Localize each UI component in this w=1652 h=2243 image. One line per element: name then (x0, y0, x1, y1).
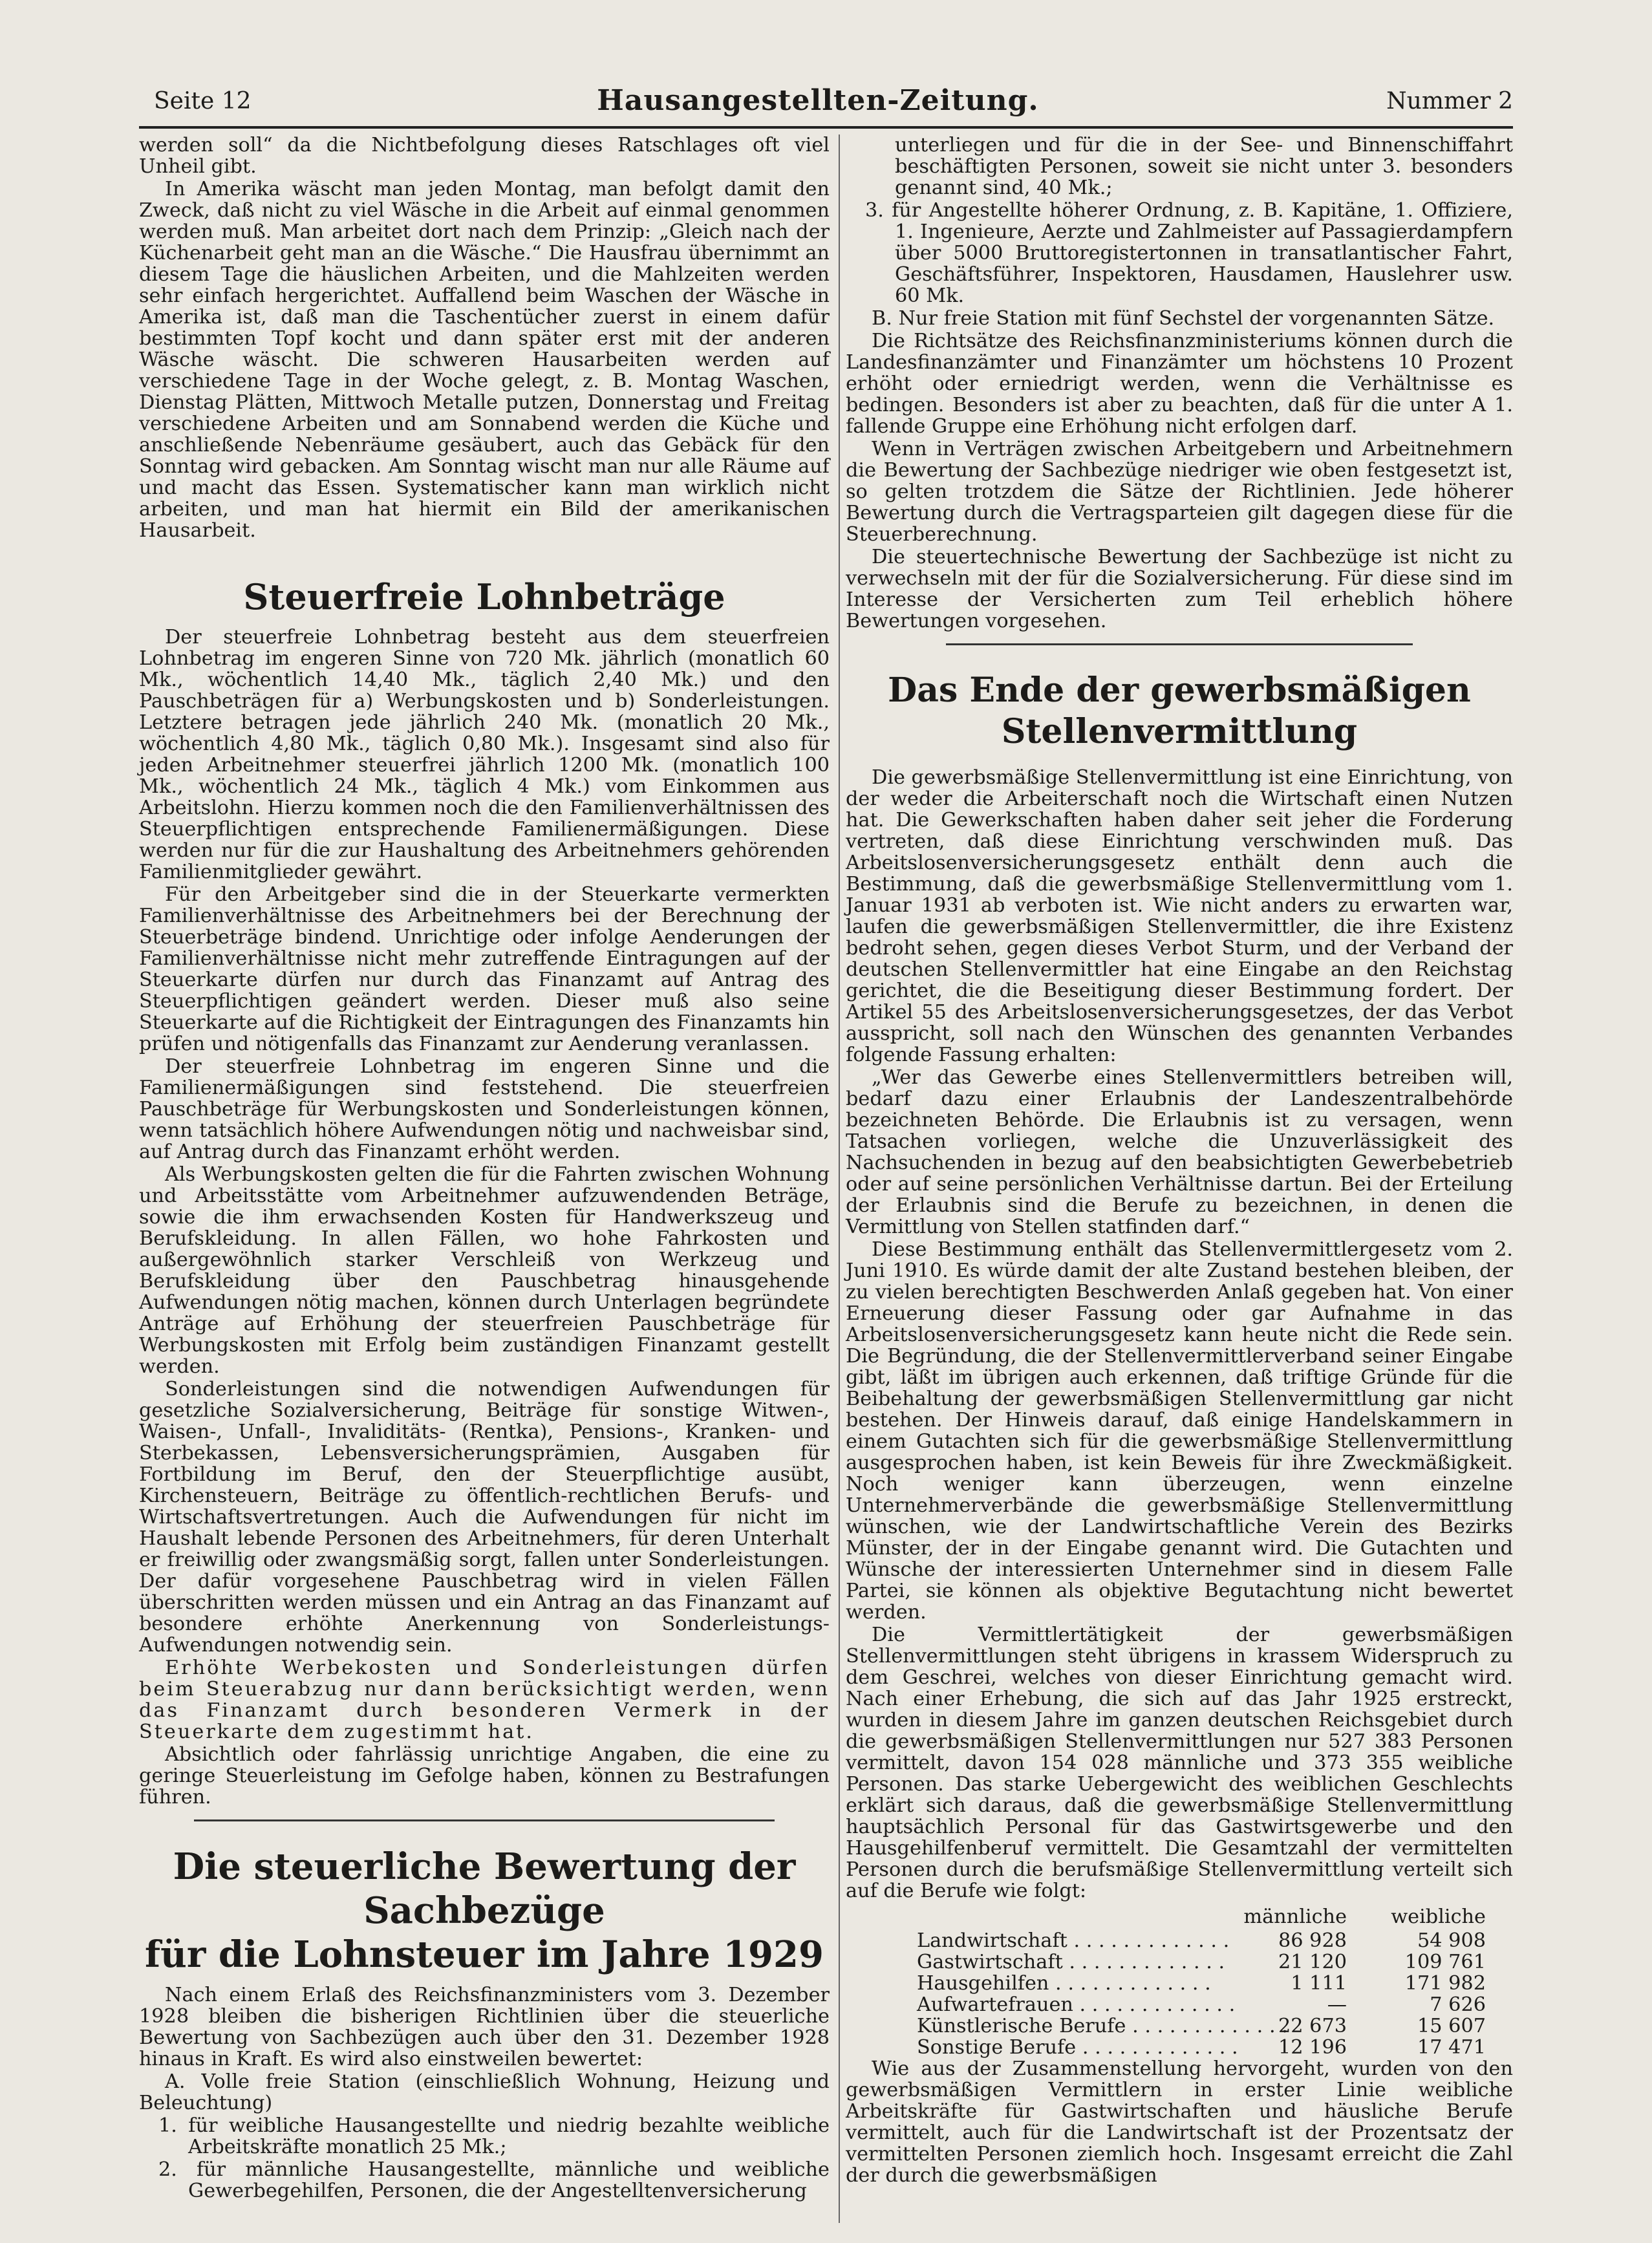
headline-line: Das Ende der gewerbsmäßigen (888, 671, 1471, 710)
column-header-female: weibliche (1391, 1905, 1486, 1928)
article-paragraph: Der steuerfreie Lohnbetrag im engeren Sinne und die Familienermäßigungen sind feststehend. Die steuerfreien Pauschbeträge für Werbungskosten und Sonderleistungen können, wenn tatsächlich höhere Aufwendungen nötig und nachweisbar sind, auf Antrag durch das Finanzamt erhöht werden. (139, 1055, 830, 1163)
value-female: 15 607 (1417, 2015, 1486, 2037)
row-label: Künstlerische Berufe . . . . . . . . . . . . . (917, 2015, 1288, 2037)
value-female: 171 982 (1404, 1972, 1486, 1995)
table-row (917, 1930, 1486, 1951)
value-male: 86 928 (1278, 1929, 1347, 1952)
row-label: Aufwartefrauen . . . . . . . . . . . . . (917, 1993, 1236, 2016)
left-column (139, 134, 830, 2203)
continuation-paragraph: unterliegen und für die in der See- und Binnenschiffahrt beschäftigten Personen, soweit sie nicht unter 3. besonders genannt sind, 40 Mk.; (895, 134, 1513, 199)
article-paragraph: Für den Arbeitgeber sind die in der Steuerkarte vermerkten Familienverhältnisse des Arbeitnehmers bei der Berechnung der Steuerbeträge bindend. Unrichtige oder infolge Aenderungen der Familienverhältnisse nicht mehr zutreffende Eintragungen auf der Steuerkarte dürfen nur durch das Finanzamt auf Antrag des Steuerpflichtigen geändert werden. Dieser muß also seine Steuerkarte auf die Richtigkeit der Eintragungen des Finanzamts hin prüfen und nötigenfalls das Finanzamt zur Aenderung veranlassen. (139, 883, 830, 1055)
value-male: 12 196 (1278, 2036, 1347, 2059)
headline-steuerfreie-lohnbetraege: Steuerfreie Lohnbeträge (243, 576, 725, 617)
issue-number: Nummer 2 (1386, 88, 1513, 114)
value-female: 54 908 (1417, 1929, 1486, 1952)
intro-paragraph: werden soll“ da die Nichtbefolgung dieses Ratschlages oft viel Unheil gibt. (139, 134, 830, 178)
page-header (123, 79, 1513, 131)
headline-line: für die Lohnsteuer im Jahre 1929 (145, 1933, 824, 1976)
value-female: 17 471 (1417, 2036, 1486, 2059)
value-female: 109 761 (1404, 1951, 1486, 1973)
value-male: 21 120 (1278, 1951, 1347, 1973)
table-row (917, 2037, 1486, 2058)
right-column (846, 134, 1513, 2187)
row-label: Sonstige Berufe . . . . . . . . . . . . . (917, 2036, 1238, 2059)
page-number: Seite 12 (154, 88, 252, 114)
article-paragraph: Die steuertechnische Bewertung der Sachbezüge ist nicht zu verwechseln mit der für die Sozialversicherung. Für diese sind im Interesse der Versicherten zum Teil erheblich höhere Bewertungen vorgesehen. (846, 546, 1513, 632)
article-paragraph: A. Volle freie Station (einschließlich Wohnung, Heizung und Beleuchtung) (139, 2070, 830, 2114)
article-separator (194, 1819, 774, 1821)
row-label: Hausgehilfen . . . . . . . . . . . . . (917, 1972, 1211, 1995)
table-header (917, 1905, 1486, 1930)
article-paragraph: Die Richtsätze des Reichsfinanzministeriums können durch die Landesfinanzämter und Finanzämter um höchstens 10 Prozent erhöht oder erniedrigt werden, wenn die Verhältnisse es bedingen. Besonders ist aber zu beachten, daß für die unter A 1. fallende Gruppe eine Erhöhung nicht erfolgen darf. (846, 330, 1513, 438)
value-male: 22 673 (1278, 2015, 1347, 2037)
list-item: 2. für männliche Hausangestellte, männliche und weibliche Gewerbegehilfen, Personen, die der Angestelltenversicherung (158, 2158, 830, 2202)
article-paragraph: Die Vermittlertätigkeit der gewerbsmäßigen Stellenvermittlungen steht übrigens in krassem Widerspruch zu dem Geschrei, welches von dieser Einrichtung gemacht wird. Nach einer Erhebung, die sich auf das Jahr 1925 erstreckt, wurden in diesem Jahre im ganzen deutschen Reichsgebiet durch die gewerbsmäßigen Stellenvermittlungen nur 527 383 Personen vermittelt, davon 154 028 männliche und 373 355 weibliche Personen. Das starke Uebergewicht des weiblichen Geschlechts erklärt sich daraus, daß die gewerbsmäßige Stellenvermittlung hauptsächlich Personal für das Gastwirtsgewerbe und den Hausgehilfenberuf vermittelt. Die Gesamtzahl der vermittelten Personen durch die berufsmäßige Stellenvermittlung verteilt sich auf die Berufe wie folgt: (846, 1624, 1513, 1902)
value-female: 7 626 (1430, 1993, 1486, 2016)
article-paragraph: Der steuerfreie Lohnbetrag besteht aus dem steuerfreien Lohnbetrag im engeren Sinne von 720 Mk. jährlich (monatlich 60 Mk., wöchentlich 14,40 Mk., täglich 2,40 Mk.) und den Pauschbeträgen für a) Werbungskosten und b) Sonderleistungen. Letztere betragen jede jährlich 240 Mk. (monatlich 20 Mk., wöchentlich 4,80 Mk., täglich 0,80 Mk.). Insgesamt sind also für jeden Arbeitnehmer steuerfrei jährlich 1200 Mk. (monatlich 100 Mk., wöchentlich 24 Mk., täglich 4 Mk.) vom Einkommen aus Arbeitslohn. Hierzu kommen noch die den Familienverhältnissen des Steuerpflichtigen entsprechende Familienermäßigungen. Diese werden nur für die zur Haushaltung des Arbeitnehmers gehörenden Familienmitglieder gewährt. (139, 626, 830, 883)
header-rule (139, 126, 1513, 129)
article-separator (946, 643, 1413, 645)
article-paragraph: B. Nur freie Station mit fünf Sechstel der vorgenannten Sätze. (872, 307, 1495, 330)
row-label: Gastwirtschaft . . . . . . . . . . . . . (917, 1951, 1225, 1973)
table-row (917, 2015, 1486, 2037)
quote-paragraph: „Wer das Gewerbe eines Stellenvermittlers betreiben will, bedarf dazu einer Erlaubnis der Landeszentralbehörde bezeichneten Behörde. Die Erlaubnis ist zu versagen, wenn Tatsachen vorliegen, welche die Unzuverlässigkeit des Nachsuchenden in bezug auf den beabsichtigten Gewerbebetrieb oder auf seine persönlichen Verhältnisse dartun. Bei der Erteilung der Erlaubnis sind die Berufe zu bezeichnen, in denen die Vermittlung von Stellen statfinden darf.“ (846, 1066, 1513, 1238)
list-item: 1. für weibliche Hausangestellte und niedrig bezahlte weibliche Arbeitskräfte monatlich 25 Mk.; (158, 2114, 830, 2158)
headline-line: Die steuerliche Bewertung der Sachbezüge (173, 1845, 796, 1932)
column-divider (839, 134, 840, 2223)
article-paragraph: Die gewerbsmäßige Stellenvermittlung ist eine Einrichtung, von der weder die Arbeiterschaft noch die Wirtschaft einen Nutzen hat. Die Gewerkschaften haben daher seit jeher die Forderung vertreten, daß diese Einrichtung verschwinden muß. Das Arbeitslosenversicherungsgesetz enthält denn auch die Bestimmung, daß die gewerbsmäßige Stellenvermittlung vom 1. Januar 1931 ab verboten ist. Wie nicht anders zu erwarten war, laufen die gewerbsmäßigen Stellenvermittler, die ihre Existenz bedroht sehen, gegen dieses Verbot Sturm, und der Verband der deutschen Stellenvermittler hat eine Eingabe an den Reichstag gerichtet, die die Beseitigung dieser Bestimmung fordert. Der Artikel 55 des Arbeitslosenversicherungsgesetzes, der das Verbot ausspricht, soll nach den Wünschen des genannten Verbandes folgende Fassung erhalten: (846, 766, 1513, 1066)
table-row (917, 1973, 1486, 1994)
article-paragraph: Sonderleistungen sind die notwendigen Aufwendungen für gesetzliche Sozialversicherung, Beiträge für sonstige Witwen-, Waisen-, Unfall-, Invaliditäts- (Rentka), Pensions-, Kranken- und Sterbekassen, Lebensversicherungsprämien, Ausgaben für Fortbildung im Beruf, den der Steuerpflichtige ausübt, Kirchensteuern, Beiträge zu öffentlich-rechtlichen Berufs- und Wirtschaftsvertretungen. Auch die Aufwendungen für nicht im Haushalt lebende Personen des Arbeitnehmers, für deren Unterhalt er freiwillig oder zwangsmäßig sorgt, fallen unter Sonderleistungen. Der dafür vorgesehene Pauschbetrag wird in vielen Fällen überschritten werden müssen und ein Antrag an das Finanzamt auf besondere erhöhte Anerkennung von Sonderleistungs-Aufwendungen notwendig sein. (139, 1378, 830, 1657)
placement-statistics-table (917, 1905, 1486, 2058)
article-paragraph: Absichtlich oder fahrlässig unrichtige Angaben, die eine zu geringe Steuerleistung im Gefolge haben, können zu Bestrafungen führen. (139, 1743, 830, 1808)
headline-stellenvermittlung (846, 670, 1513, 753)
table-row (917, 1951, 1486, 1973)
intro-paragraph: In Amerika wäscht man jeden Montag, man befolgt damit den Zweck, daß nicht zu viel Wäsche in die Arbeit auf einmal genommen werden muß. Man arbeitet dort nach dem Prinzip: „Gleich nach der Küchenarbeit geht man an die Wäsche.“ Die Hausfrau übernimmt an diesem Tage die häuslichen Arbeiten, und die Mahlzeiten werden sehr einfach hergerichtet. Auffallend beim Waschen der Wäsche in Amerika ist, daß man die Taschentücher zuerst in einem dafür bestimmten Topf kocht und dann später erst mit der anderen Wäsche wäscht. Die schweren Hausarbeiten werden auf verschiedene Tage in der Woche gelegt, z. B. Montag Waschen, Dienstag Plätten, Mittwoch Metalle putzen, Donnerstag und Freitag verschiedene Arbeiten und am Sonnabend werden die Küche und anschließende Nebenräume gesäubert, auch das Gebäck für den Sonntag wird gebacken. Am Sonntag wischt man nur alle Räume auf und macht das Essen. Systematischer kann man wirklich nicht arbeiten, und man hat hiermit ein Bild der amerikanischen Hausarbeit. (139, 178, 830, 542)
article-paragraph: Diese Bestimmung enthält das Stellenvermittlergesetz vom 2. Juni 1910. Es würde damit der alte Zustand bestehen bleiben, der zu vielen berechtigten Beschwerden Anlaß gegeben hat. Von einer Erneuerung dieser Fassung oder gar Aufnahme in das Arbeitslosenversicherungsgesetz kann heute nicht die Rede sein. Die Begründung, die der Stellenvermittlerverband seiner Eingabe gibt, läßt im übrigen auch erkennen, daß triftige Gründe für die Beibehaltung der gewerbsmäßigen Stellenvermittlung gar nicht bestehen. Der Hinweis darauf, daß einige Handelskammern in einem Gutachten sich für die gewerbsmäßige Stellenvermittlung ausgesprochen haben, ist kein Beweis für ihre Zweckmäßigkeit. Noch weniger kann überzeugen, wenn einzelne Unternehmerverbände die gewerbsmäßige Stellenvermittlung wünschen, wie der Landwirtschaftliche Verein des Bezirks Münster, der in der Eingabe genannt wird. Die Gutachten und Wünsche der interessierten Unternehmer sind in diesem Falle Partei, sie können als objektive Begutachtung nicht bewertet werden. (846, 1238, 1513, 1624)
headline-sachbezuege (139, 1845, 830, 1977)
value-male: — (1327, 1993, 1347, 2016)
list-item: 3. für Angestellte höherer Ordnung, z. B. Kapitäne, 1. Offiziere, 1. Ingenieure, Aerzte und Zahlmeister auf Passagierdampfern über 5000 Bruttoregistertonnen in transatlantischer Fahrt, Geschäftsführer, Inspektoren, Hausdamen, Hauslehrer usw. 60 Mk. (865, 199, 1513, 307)
table-row (917, 1994, 1486, 2015)
article-paragraph: Als Werbungskosten gelten die für die Fahrten zwischen Wohnung und Arbeitsstätte vom Arbeitnehmer aufzuwendenden Beträge, sowie die ihm erwachsenden Kosten für Handwerkszeug und Berufskleidung. In allen Fällen, wo hohe Fahrkosten und außergewöhnlich starker Verschleiß von Werkzeug und Berufskleidung über den Pauschbetrag hinausgehende Aufwendungen nötig machen, können durch Unterlagen begründete Anträge auf Erhöhung der steuerfreien Pauschbeträge für Werbungskosten mit Erfolg beim zuständigen Finanzamt gestellt werden. (139, 1163, 830, 1378)
article-paragraph: Wenn in Verträgen zwischen Arbeitgebern und Arbeitnehmern die Bewertung der Sachbezüge niedriger wie oben festgesetzt ist, so gelten trotzdem die Sätze der Richtlinien. Jede höherer Bewertung durch die Vertragsparteien gilt dagegen diese für die Steuerberechnung. (846, 438, 1513, 546)
value-male: 1 111 (1291, 1972, 1347, 1995)
article-paragraph: Erhöhte Werbekosten und Sonderleistungen dürfen beim Steuerabzug nur dann berücksichtigt werden, wenn das Finanzamt durch besonderen Vermerk in der Steuerkarte dem zugestimmt hat. (139, 1657, 830, 1743)
headline-line: Stellenvermittlung (1001, 712, 1358, 751)
article-paragraph: Wie aus der Zusammenstellung hervorgeht, wurden von den gewerbsmäßigen Vermittlern in erster Linie weibliche Arbeitskräfte für Gastwirtschaften und häusliche Berufe vermittelt, auch für die Landwirtschaft ist der Prozentsatz der vermittelten Personen ziemlich hoch. Insgesamt erreicht die Zahl der durch die gewerbsmäßigen (846, 2057, 1513, 2187)
row-label: Landwirtschaft . . . . . . . . . . . . . (917, 1929, 1230, 1952)
newspaper-title: Hausangestellten-Zeitung. (597, 84, 1039, 117)
article-paragraph: Nach einem Erlaß des Reichsfinanzministers vom 3. Dezember 1928 bleiben die bisherigen Richtlinien über die steuerliche Bewertung von Sachbezügen auch über den 31. Dezember 1928 hinaus in Kraft. Es wird also einstweilen bewertet: (139, 1984, 830, 2070)
column-header-male: männliche (1243, 1905, 1347, 1928)
